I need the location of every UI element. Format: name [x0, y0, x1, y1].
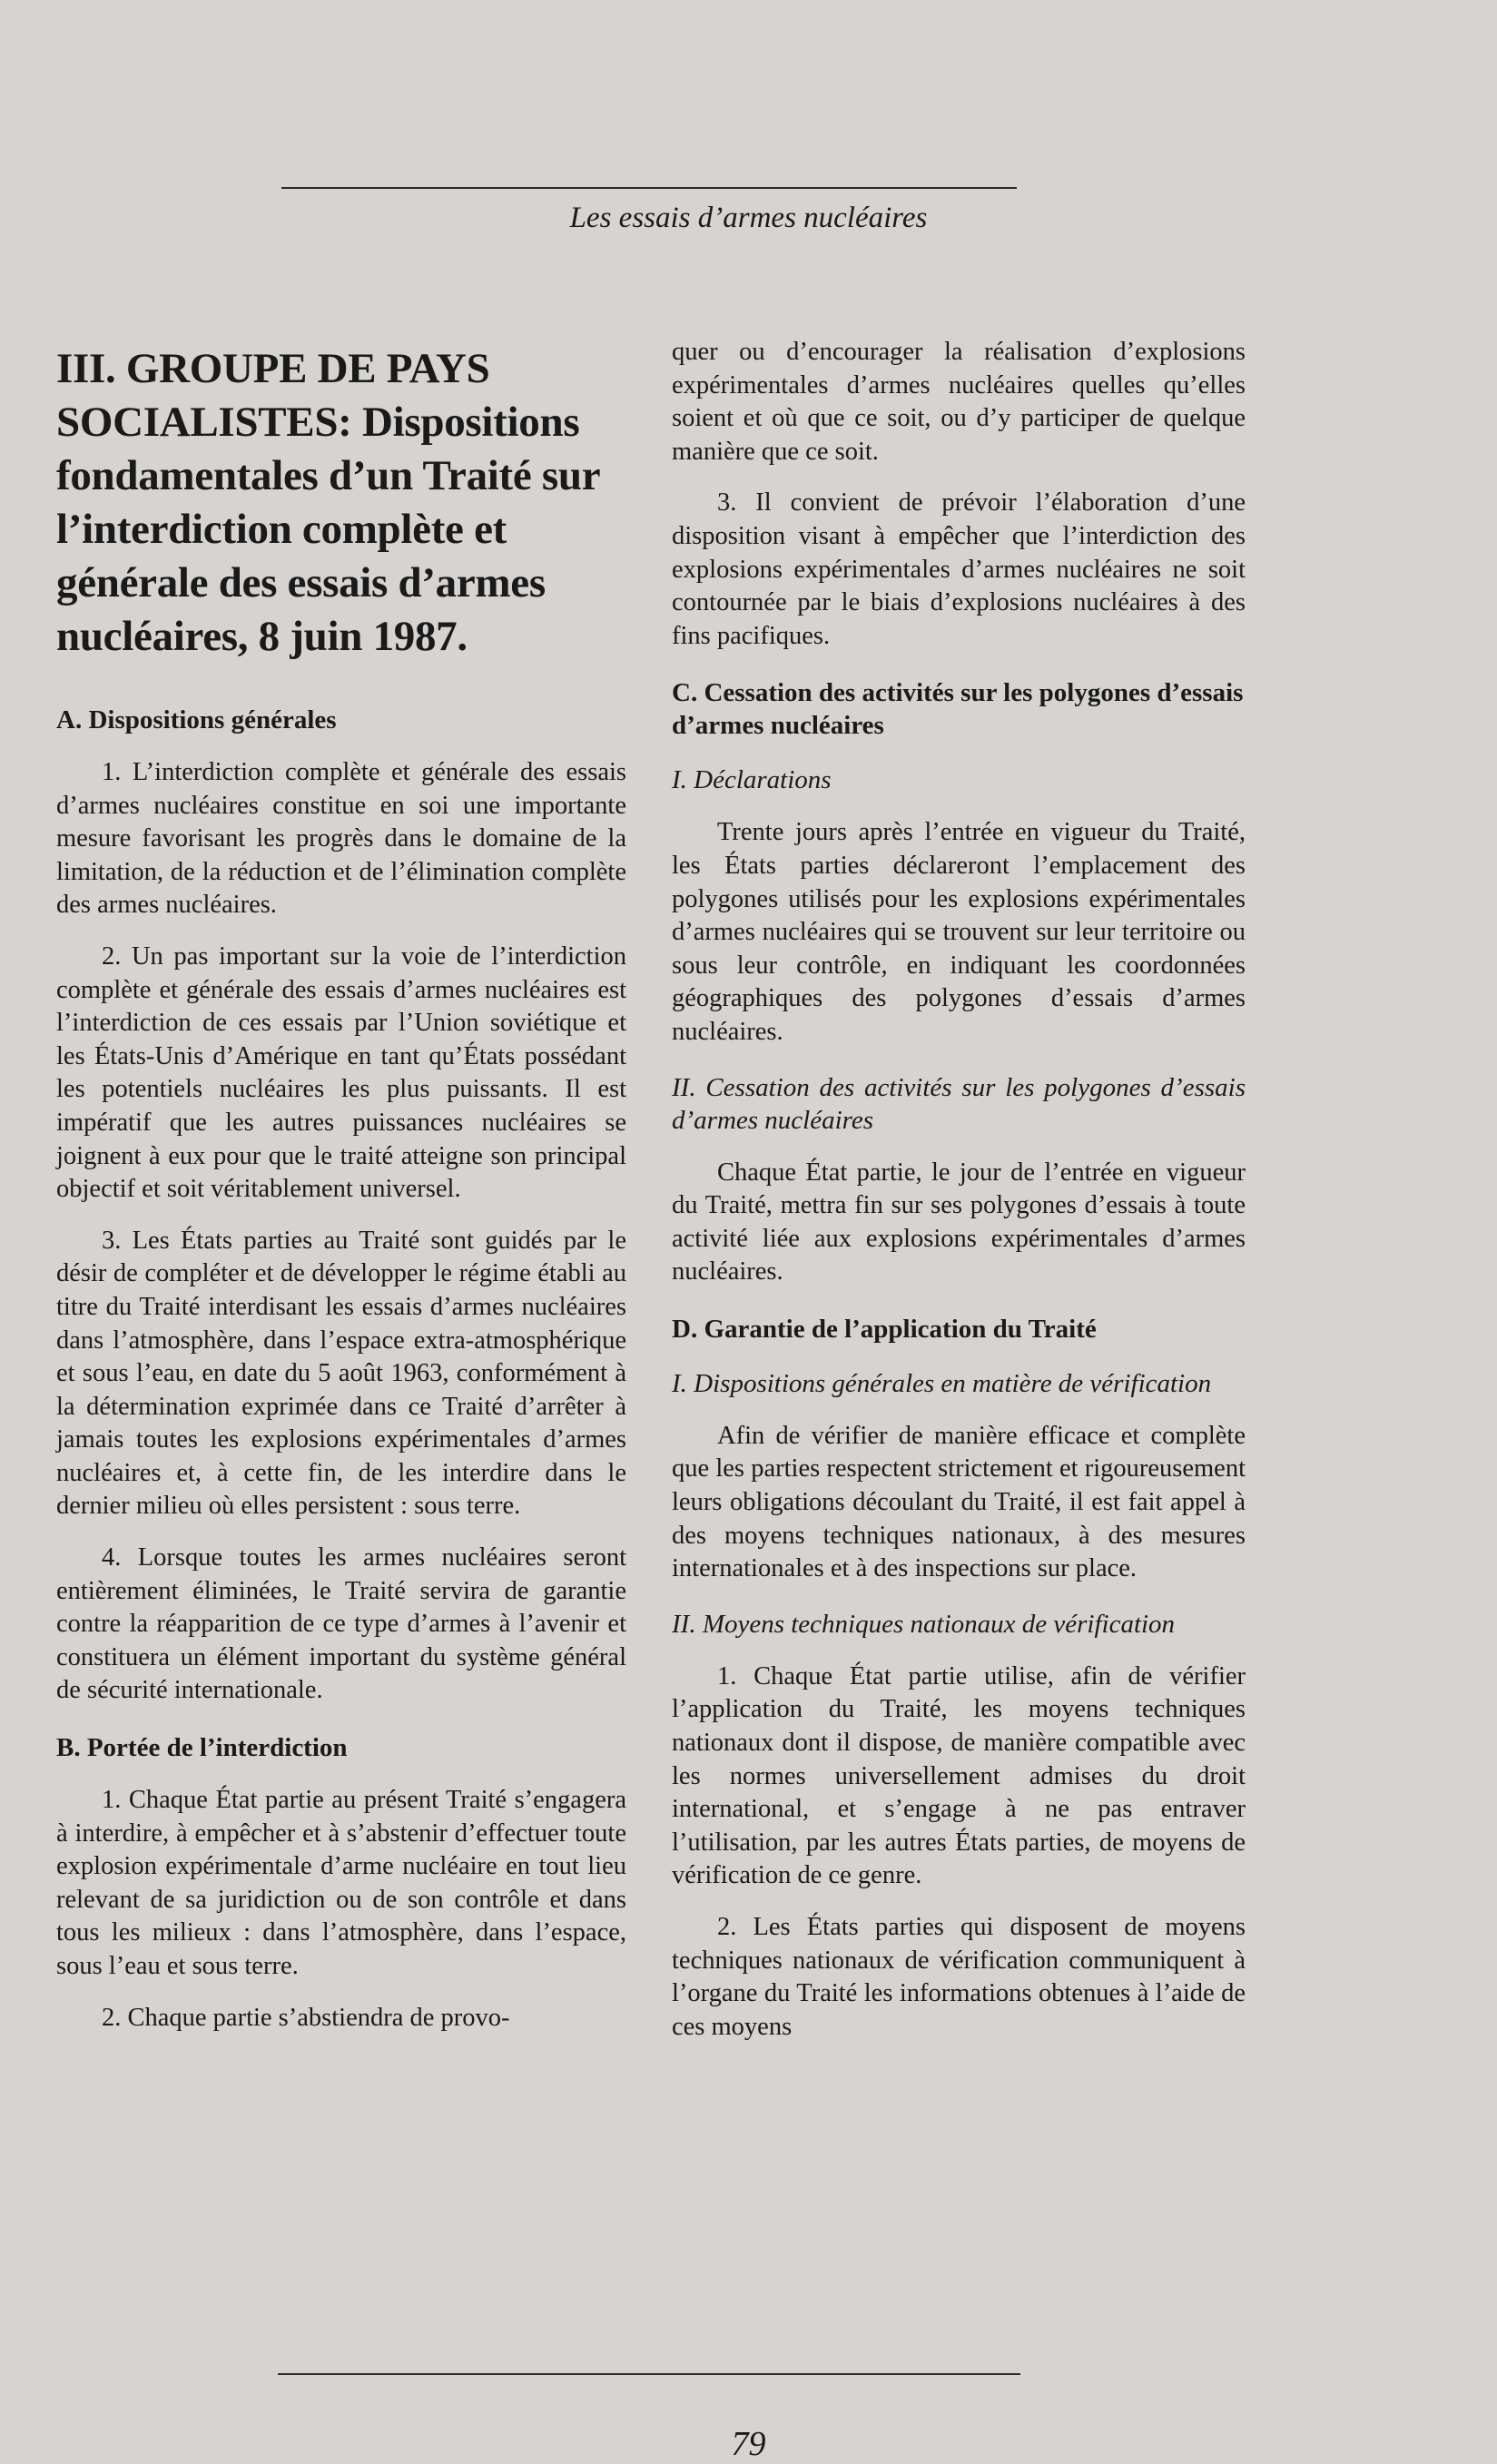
section-b-paragraph-1: 1. Chaque État partie au présent Traité s’engagera à interdire, à empêcher et à s’abstenir d’effectuer toute explosion expérimentale d’arme nucléaire en tout lieu relevant de sa juridiction ou de son contrôle et dans tous les milieux : dans l’atmosphère, dans l’espace, sous l’eau et sous terre.	[56, 1786, 626, 1980]
top-rule	[281, 187, 1017, 189]
article-title: III. GROUPE DE PAYS SOCIALISTES: Dispositions fondamentales d’un Traité sur l’interdiction complète et générale des essais d’armes nucléaires, 8 juin 1987.	[56, 345, 600, 660]
section-d-heading: D. Garantie de l’application du Traité	[672, 1314, 1097, 1344]
section-c-heading: C. Cessation des activités sur les polygones d’essais d’armes nucléaires	[672, 678, 1244, 741]
section-b-heading: B. Portée de l’interdiction	[56, 1733, 348, 1763]
section-d-subheading-2: II. Moyens techniques nationaux de vérification	[672, 1609, 1176, 1639]
section-a-paragraph-3: 3. Les États parties au Traité sont guidés par le désir de compléter et de développer le régime établi au titre du Traité interdisant les essais d’armes nucléaires dans l’atmosphère, dans l’espace extra-atmosphérique et sous l’eau, en date du 5 août 1963, conformément à la détermination exprimée dans ce Traité d’arrêter à jamais toutes les explosions expérimentales d’armes nucléaires et, à cette fin, de les interdire dans le dernier milieu où elles persistent : sous terre.	[56, 1226, 626, 1521]
section-b-paragraph-3: 3. Il convient de prévoir l’élaboration d’une disposition visant à empêcher que l’interdiction des explosions expérimentales d’armes nucléaires ne soit contournée par le biais d’explosions nucléaires à des fins pacifiques.	[672, 488, 1246, 650]
section-d-paragraph-3: 2. Les États parties qui disposent de moyens techniques nationaux de vérification communiquent à l’organe du Traité les informations obtenues à l’aide de ces moyens	[672, 1913, 1246, 2041]
page-number: 79	[731, 2425, 766, 2463]
section-d-paragraph-2: 1. Chaque État partie utilise, afin de vérifier l’application du Traité, les moyens techniques nationaux dont il dispose, de manière compatible avec les normes universellement admises du droit international, et s’engage à ne pas entraver l’utilisation, par les autres États parties, de moyens de vérification de ce genre.	[672, 1661, 1246, 1890]
left-column	[56, 336, 626, 2035]
section-c-subheading-2: II. Cessation des activités sur les polygones d’essais d’armes nucléaires	[672, 1072, 1246, 1135]
section-b-paragraph-2-start: 2. Chaque partie s’abstiendra de provo-	[102, 2003, 510, 2032]
section-c-paragraph-2: Chaque État partie, le jour de l’entrée en vigueur du Traité, mettra fin sur ses polygones d’essais à toute activité liée aux explosions expérimentales d’armes nucléaires.	[672, 1158, 1246, 1286]
section-c-paragraph-1: Trente jours après l’entrée en vigueur du Traité, les États parties déclareront l’emplacement des polygones utilisés pour les explosions expérimentales d’armes nucléaires qui se trouvent sur leur territoire ou sous leur contrôle, en indiquant les coordonnées géographiques des polygones d’essais d’armes nucléaires.	[672, 818, 1246, 1046]
section-a-paragraph-1: 1. L’interdiction complète et générale des essais d’armes nucléaires constitue en soi une importante mesure favorisant les progrès dans le domaine de la limitation, de la réduction et de l’élimination complète des armes nucléaires.	[56, 758, 626, 920]
section-d-paragraph-1: Afin de vérifier de manière efficace et complète que les parties respectent strictement et rigoureusement leurs obligations découlant du Traité, il est fait appel à des moyens techniques nationaux, à des mesures internationales et à des inspections sur place.	[672, 1421, 1246, 1583]
section-b-paragraph-2-continued: quer ou d’encourager la réalisation d’explosions expérimentales d’armes nucléaires quelles qu’elles soient et où que ce soit, ou d’y participer de quelque manière que ce soit.	[672, 338, 1246, 466]
bottom-rule	[278, 2373, 1020, 2375]
running-head: Les essais d’armes nucléaires	[569, 202, 928, 234]
section-a-heading: A. Dispositions générales	[56, 705, 337, 734]
section-d-subheading-1: I. Dispositions générales en matière de vérification	[672, 1368, 1212, 1398]
right-column	[672, 336, 1246, 2044]
section-a-paragraph-2: 2. Un pas important sur la voie de l’interdiction complète et générale des essais d’armes nucléaires est l’interdiction de ces essais par l’Union soviétique et les États-Unis d’Amérique en tant qu’États possédant les potentiels nucléaires les plus puissants. Il est impératif que les autres puissances nucléaires se joignent à eux pour que le traité atteigne son principal objectif et soit véritablement universel.	[56, 941, 626, 1204]
section-a-paragraph-4: 4. Lorsque toutes les armes nucléaires seront entièrement éliminées, le Traité servira de garantie contre la réapparition de ce type d’armes à l’avenir et constituera un élément important du système général de sécurité internationale.	[56, 1543, 626, 1705]
section-c-subheading-1: I. Déclarations	[672, 765, 832, 795]
